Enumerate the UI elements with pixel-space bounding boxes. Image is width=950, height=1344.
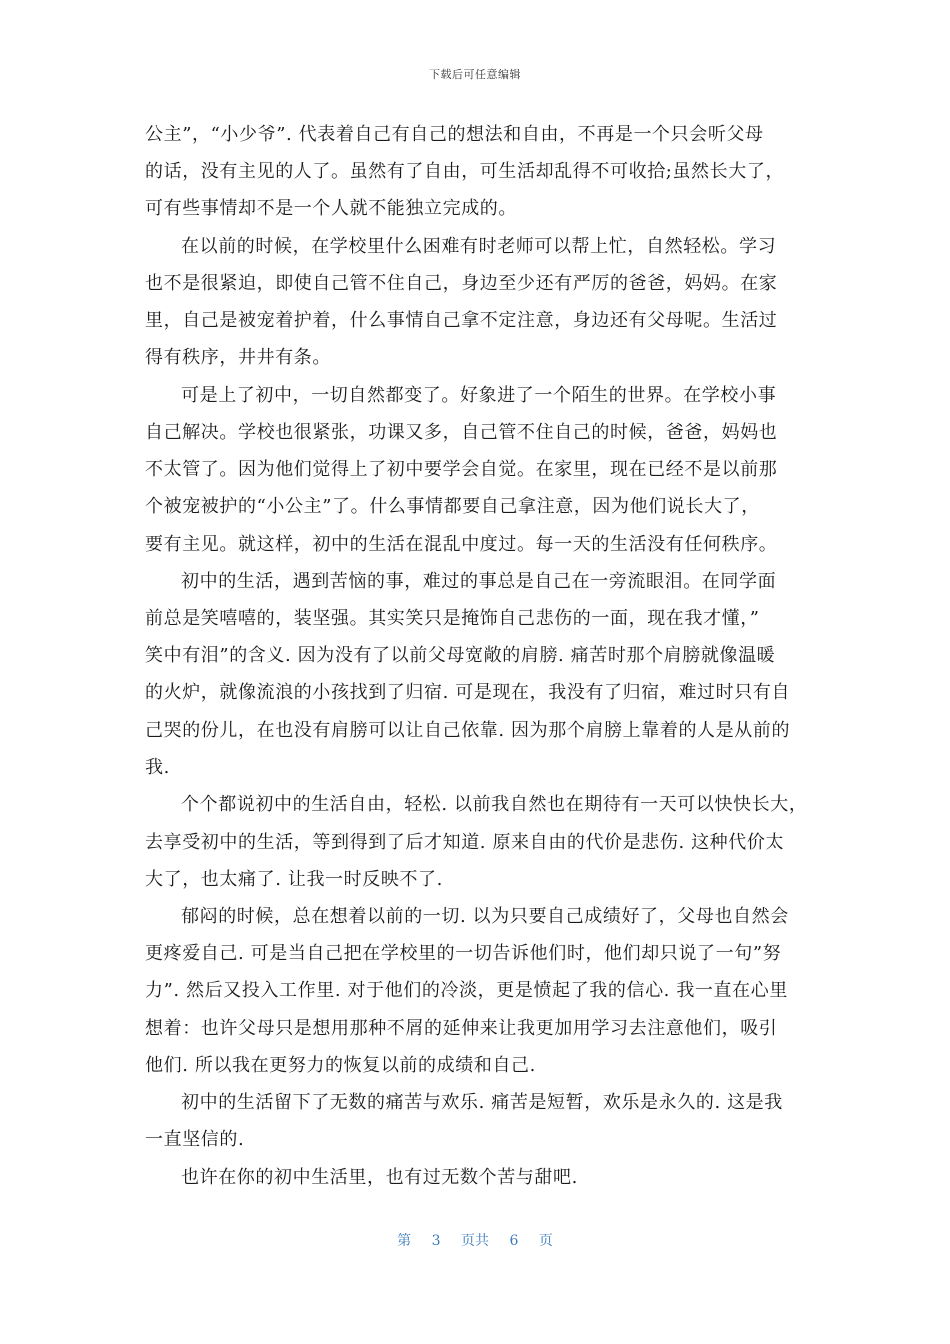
body-line: 得有秩序，井井有条。 bbox=[145, 347, 331, 368]
body-line: 不太管了。因为他们觉得上了初中要学会自觉。在家里，现在已经不是以前那 bbox=[145, 459, 778, 480]
body-line: 的火炉，就像流浪的小孩找到了归宿. 可是现在，我没有了归宿，难过时只有自 bbox=[145, 682, 791, 703]
body-line: 前总是笑嘻嘻的，装坚强。其实笑只是掩饰自己悲伤的一面，现在我才懂，” bbox=[145, 608, 760, 629]
body-line: 去享受初中的生活，等到得到了后才知道. 原来自由的代价是悲伤. 这种代价太 bbox=[145, 832, 785, 853]
page-header: 下载后可任意编辑 bbox=[429, 68, 521, 81]
body-line: 的话，没有主见的人了。虽然有了自由，可生活却乱得不可收拾;虽然长大了， bbox=[145, 161, 785, 182]
body-line: 公主”，“小少爷”. 代表着自己有自己的想法和自由，不再是一个只会听父母 bbox=[145, 124, 764, 145]
page-footer bbox=[0, 1230, 950, 1250]
body-line: 初中的生活，遇到苦恼的事，难过的事总是自己在一旁流眼泪。在同学面 bbox=[181, 571, 777, 592]
body-line: 郁闷的时候，总在想着以前的一切. 以为只要自己成绩好了，父母也自然会 bbox=[181, 906, 789, 927]
body-line: 也不是很紧迫，即使自己管不住自己，身边至少还有严厉的爸爸，妈妈。在家 bbox=[145, 273, 778, 294]
body-line: 里，自己是被宠着护着，什么事情自己拿不定注意，身边还有父母呢。生活过 bbox=[145, 310, 778, 331]
body-line: 一直坚信的. bbox=[145, 1129, 245, 1150]
body-line: 自己解决。学校也很紧张，功课又多，自己管不住自己的时候，爸爸，妈妈也 bbox=[145, 422, 778, 443]
body-line: 力”. 然后又投入工作里. 对于他们的冷淡，更是愤起了我的信心. 我一直在心里 bbox=[145, 980, 788, 1001]
body-line: 个被宠被护的“小公主”了。什么事情都要自己拿注意，因为他们说长大了， bbox=[145, 496, 760, 517]
body-line: 可有些事情却不是一个人就不能独立完成的。 bbox=[145, 198, 517, 219]
footer-prefix: 第 bbox=[397, 1233, 412, 1249]
body-line: 个个都说初中的生活自由，轻松. 以前我自然也在期待有一天可以快快长大， bbox=[181, 794, 808, 815]
body-line: 大了，也太痛了. 让我一时反映不了. bbox=[145, 869, 443, 890]
body-line: 在以前的时候，在学校里什么困难有时老师可以帮上忙，自然轻松。学习 bbox=[181, 236, 777, 257]
current-page-number: 3 bbox=[431, 1233, 441, 1249]
body-line: 己哭的份儿，在也没有肩膀可以让自己依靠. 因为那个肩膀上靠着的人是从前的 bbox=[145, 720, 791, 741]
total-page-count: 6 bbox=[509, 1233, 519, 1249]
body-line: 笑中有泪”的含义. 因为没有了以前父母宽敞的肩膀. 痛苦时那个肩膀就像温暖 bbox=[145, 645, 776, 666]
body-line: 也许在你的初中生活里，也有过无数个苦与甜吧. bbox=[181, 1167, 578, 1188]
footer-suffix: 页 bbox=[538, 1233, 553, 1249]
body-line: 想着：也许父母只是想用那种不屑的延伸来让我更加用学习去注意他们，吸引 bbox=[145, 1018, 778, 1039]
body-line: 更疼爱自己. 可是当自己把在学校里的一切告诉他们时，他们却只说了一句”努 bbox=[145, 943, 782, 964]
body-line: 初中的生活留下了无数的痛苦与欢乐. 痛苦是短暂，欢乐是永久的. 这是我 bbox=[181, 1092, 783, 1113]
body-line: 他们. 所以我在更努力的恢复以前的成绩和自己. bbox=[145, 1055, 536, 1076]
body-line: 要有主见。就这样，初中的生活在混乱中度过。每一天的生活没有任何秩序。 bbox=[145, 534, 778, 555]
body-line: 可是上了初中，一切自然都变了。好象进了一个陌生的世界。在学校小事 bbox=[181, 385, 777, 406]
body-line: 我. bbox=[145, 757, 170, 778]
footer-middle: 页共 bbox=[461, 1233, 489, 1249]
